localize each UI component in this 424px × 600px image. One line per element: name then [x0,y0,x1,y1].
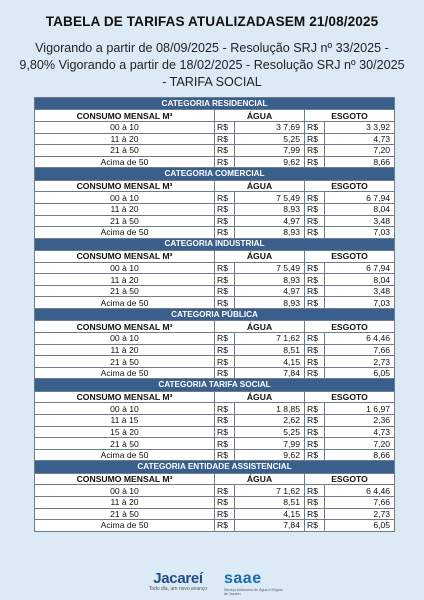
column-header-row [35,473,395,485]
esgoto-value: 3 3,92 [325,121,395,133]
agua-value: 7 5,49 [235,262,305,274]
esgoto-currency: R$ [305,520,325,532]
category-name: CATEGORIA TARIFA SOCIAL [35,379,395,391]
category-name: CATEGORIA INDUSTRIAL [35,238,395,250]
esgoto-currency: R$ [305,367,325,379]
agua-currency: R$ [215,344,235,356]
table-row [35,344,395,356]
agua-currency: R$ [215,438,235,450]
esgoto-currency: R$ [305,496,325,508]
agua-value: 8,93 [235,297,305,309]
esgoto-value: 6 4,46 [325,333,395,345]
agua-value: 8,51 [235,344,305,356]
agua-value: 3 7,69 [235,121,305,133]
agua-value: 4,15 [235,508,305,520]
category-header-row [35,168,395,180]
agua-currency: R$ [215,485,235,497]
esgoto-value: 2,36 [325,415,395,427]
consumo-range: 00 à 10 [35,403,215,415]
agua-value: 8,93 [235,203,305,215]
saae-logo [224,570,284,596]
consumo-header: CONSUMO MENSAL M³ [35,251,215,263]
table-row [35,485,395,497]
consumo-range: 11 à 15 [35,415,215,427]
agua-currency: R$ [215,333,235,345]
table-row [35,192,395,204]
column-header-row [35,391,395,403]
esgoto-currency: R$ [305,262,325,274]
table-row [35,297,395,309]
esgoto-currency: R$ [305,297,325,309]
agua-value: 7,84 [235,520,305,532]
table-row [35,203,395,215]
table-row [35,367,395,379]
esgoto-currency: R$ [305,426,325,438]
esgoto-header: ESGOTO [305,251,395,263]
table-row [35,145,395,157]
consumo-range: 11 à 20 [35,203,215,215]
agua-value: 8,51 [235,496,305,508]
agua-value: 4,97 [235,215,305,227]
consumo-header: CONSUMO MENSAL M³ [35,110,215,122]
agua-currency: R$ [215,367,235,379]
esgoto-value: 3,48 [325,215,395,227]
table-row [35,227,395,239]
agua-currency: R$ [215,356,235,368]
esgoto-currency: R$ [305,403,325,415]
table-row [35,415,395,427]
esgoto-value: 6,05 [325,367,395,379]
consumo-range: 21 à 50 [35,438,215,450]
agua-header: ÁGUA [215,321,305,333]
agua-value: 4,15 [235,356,305,368]
table-row [35,274,395,286]
esgoto-currency: R$ [305,215,325,227]
category-name: CATEGORIA PÚBLICA [35,309,395,321]
esgoto-value: 8,66 [325,449,395,461]
table-row [35,449,395,461]
esgoto-value: 2,73 [325,356,395,368]
esgoto-value: 7,20 [325,145,395,157]
esgoto-currency: R$ [305,227,325,239]
table-row [35,285,395,297]
esgoto-value: 4,73 [325,133,395,145]
esgoto-currency: R$ [305,192,325,204]
agua-value: 7,84 [235,367,305,379]
agua-value: 7 5,49 [235,192,305,204]
consumo-range: 21 à 50 [35,215,215,227]
consumo-header: CONSUMO MENSAL M³ [35,180,215,192]
esgoto-currency: R$ [305,356,325,368]
esgoto-value: 6 7,94 [325,262,395,274]
footer-logos [0,568,424,598]
esgoto-value: 7,03 [325,297,395,309]
consumo-range: 00 à 10 [35,333,215,345]
consumo-header: CONSUMO MENSAL M³ [35,321,215,333]
esgoto-value: 8,66 [325,156,395,168]
saae-logo-tagline: Serviço Autônomo de Água e Esgoto de Jacareí [224,588,283,596]
agua-value: 7,99 [235,438,305,450]
esgoto-currency: R$ [305,145,325,157]
esgoto-value: 7,20 [325,438,395,450]
consumo-range: 11 à 20 [35,344,215,356]
esgoto-currency: R$ [305,285,325,297]
category-name: CATEGORIA ENTIDADE ASSISTENCIAL [35,461,395,473]
esgoto-currency: R$ [305,203,325,215]
esgoto-header: ESGOTO [305,321,395,333]
consumo-range: 21 à 50 [35,356,215,368]
page-title: TABELA DE TARIFAS ATUALIZADASEM 21/08/2025 [45,14,379,29]
agua-value: 7 1,62 [235,485,305,497]
consumo-header: CONSUMO MENSAL M³ [35,473,215,485]
consumo-range: 21 à 50 [35,285,215,297]
agua-currency: R$ [215,262,235,274]
consumo-range: Acima de 50 [35,156,215,168]
category-header-row [35,238,395,250]
agua-currency: R$ [215,508,235,520]
agua-currency: R$ [215,520,235,532]
consumo-range: Acima de 50 [35,367,215,379]
agua-header: ÁGUA [215,473,305,485]
column-header-row [35,110,395,122]
consumo-header: CONSUMO MENSAL M³ [35,391,215,403]
jacarei-logo-tagline: Todo dia, um novo avanço [148,586,208,592]
category-name: CATEGORIA COMERCIAL [35,168,395,180]
esgoto-currency: R$ [305,121,325,133]
esgoto-currency: R$ [305,438,325,450]
esgoto-value: 3,48 [325,285,395,297]
category-header-row [35,309,395,321]
consumo-range: 00 à 10 [35,262,215,274]
category-name: CATEGORIA RESIDENCIAL [35,98,395,110]
esgoto-value: 6,05 [325,520,395,532]
consumo-range: Acima de 50 [35,449,215,461]
agua-currency: R$ [215,274,235,286]
consumo-range: 11 à 20 [35,496,215,508]
agua-currency: R$ [215,426,235,438]
esgoto-value: 6 4,46 [325,485,395,497]
esgoto-currency: R$ [305,508,325,520]
tariff-table [34,97,395,532]
table-row [35,438,395,450]
consumo-range: Acima de 50 [35,297,215,309]
category-header-row [35,379,395,391]
esgoto-currency: R$ [305,133,325,145]
saae-logo-name: saae [224,570,262,587]
consumo-range: 00 à 10 [35,121,215,133]
agua-currency: R$ [215,203,235,215]
agua-header: ÁGUA [215,391,305,403]
esgoto-currency: R$ [305,415,325,427]
agua-value: 7,99 [235,145,305,157]
page-subtitle: Vigorando a partir de 08/09/2025 - Resolução SRJ nº 33/2025 - 9,80% Vigorando a partir de 18/02/2025 - Resolução SRJ nº 30/2025 - TARIFA SOCIAL [19,41,405,89]
agua-currency: R$ [215,192,235,204]
agua-value: 7 1,62 [235,333,305,345]
table-row [35,426,395,438]
agua-value: 9,62 [235,449,305,461]
consumo-range: 21 à 50 [35,508,215,520]
esgoto-currency: R$ [305,333,325,345]
esgoto-value: 8,04 [325,203,395,215]
agua-currency: R$ [215,297,235,309]
jacarei-logo [138,570,218,592]
agua-header: ÁGUA [215,180,305,192]
agua-currency: R$ [215,121,235,133]
agua-header: ÁGUA [215,110,305,122]
esgoto-value: 4,73 [325,426,395,438]
table-row [35,520,395,532]
table-row [35,215,395,227]
esgoto-currency: R$ [305,274,325,286]
agua-currency: R$ [215,403,235,415]
esgoto-value: 8,04 [325,274,395,286]
category-header-row [35,98,395,110]
table-row [35,133,395,145]
table-row [35,333,395,345]
esgoto-currency: R$ [305,344,325,356]
esgoto-header: ESGOTO [305,473,395,485]
column-header-row [35,251,395,263]
agua-currency: R$ [215,415,235,427]
table-row [35,356,395,368]
table-row [35,156,395,168]
agua-currency: R$ [215,285,235,297]
agua-value: 5,25 [235,426,305,438]
jacarei-logo-name: Jacareí [153,570,203,587]
agua-currency: R$ [215,449,235,461]
agua-header: ÁGUA [215,251,305,263]
agua-currency: R$ [215,156,235,168]
table-row [35,496,395,508]
esgoto-header: ESGOTO [305,391,395,403]
agua-value: 1 8,85 [235,403,305,415]
esgoto-currency: R$ [305,485,325,497]
agua-value: 9,62 [235,156,305,168]
consumo-range: 21 à 50 [35,145,215,157]
esgoto-currency: R$ [305,449,325,461]
consumo-range: 11 à 20 [35,274,215,286]
agua-value: 8,93 [235,274,305,286]
esgoto-value: 7,03 [325,227,395,239]
consumo-range: 11 à 20 [35,133,215,145]
agua-currency: R$ [215,145,235,157]
category-header-row [35,461,395,473]
agua-value: 5,25 [235,133,305,145]
esgoto-value: 2,73 [325,508,395,520]
esgoto-header: ESGOTO [305,110,395,122]
agua-currency: R$ [215,496,235,508]
consumo-range: 00 à 10 [35,192,215,204]
agua-currency: R$ [215,227,235,239]
agua-value: 2,62 [235,415,305,427]
consumo-range: Acima de 50 [35,227,215,239]
esgoto-currency: R$ [305,156,325,168]
table-row [35,508,395,520]
agua-currency: R$ [215,133,235,145]
esgoto-header: ESGOTO [305,180,395,192]
agua-value: 8,93 [235,227,305,239]
esgoto-value: 1 6,97 [325,403,395,415]
esgoto-value: 6 7,94 [325,192,395,204]
consumo-range: Acima de 50 [35,520,215,532]
table-row [35,121,395,133]
agua-currency: R$ [215,215,235,227]
column-header-row [35,180,395,192]
esgoto-value: 7,66 [325,344,395,356]
table-row [35,403,395,415]
column-header-row [35,321,395,333]
esgoto-value: 7,66 [325,496,395,508]
agua-value: 4,97 [235,285,305,297]
consumo-range: 00 à 10 [35,485,215,497]
table-row [35,262,395,274]
consumo-range: 15 à 20 [35,426,215,438]
